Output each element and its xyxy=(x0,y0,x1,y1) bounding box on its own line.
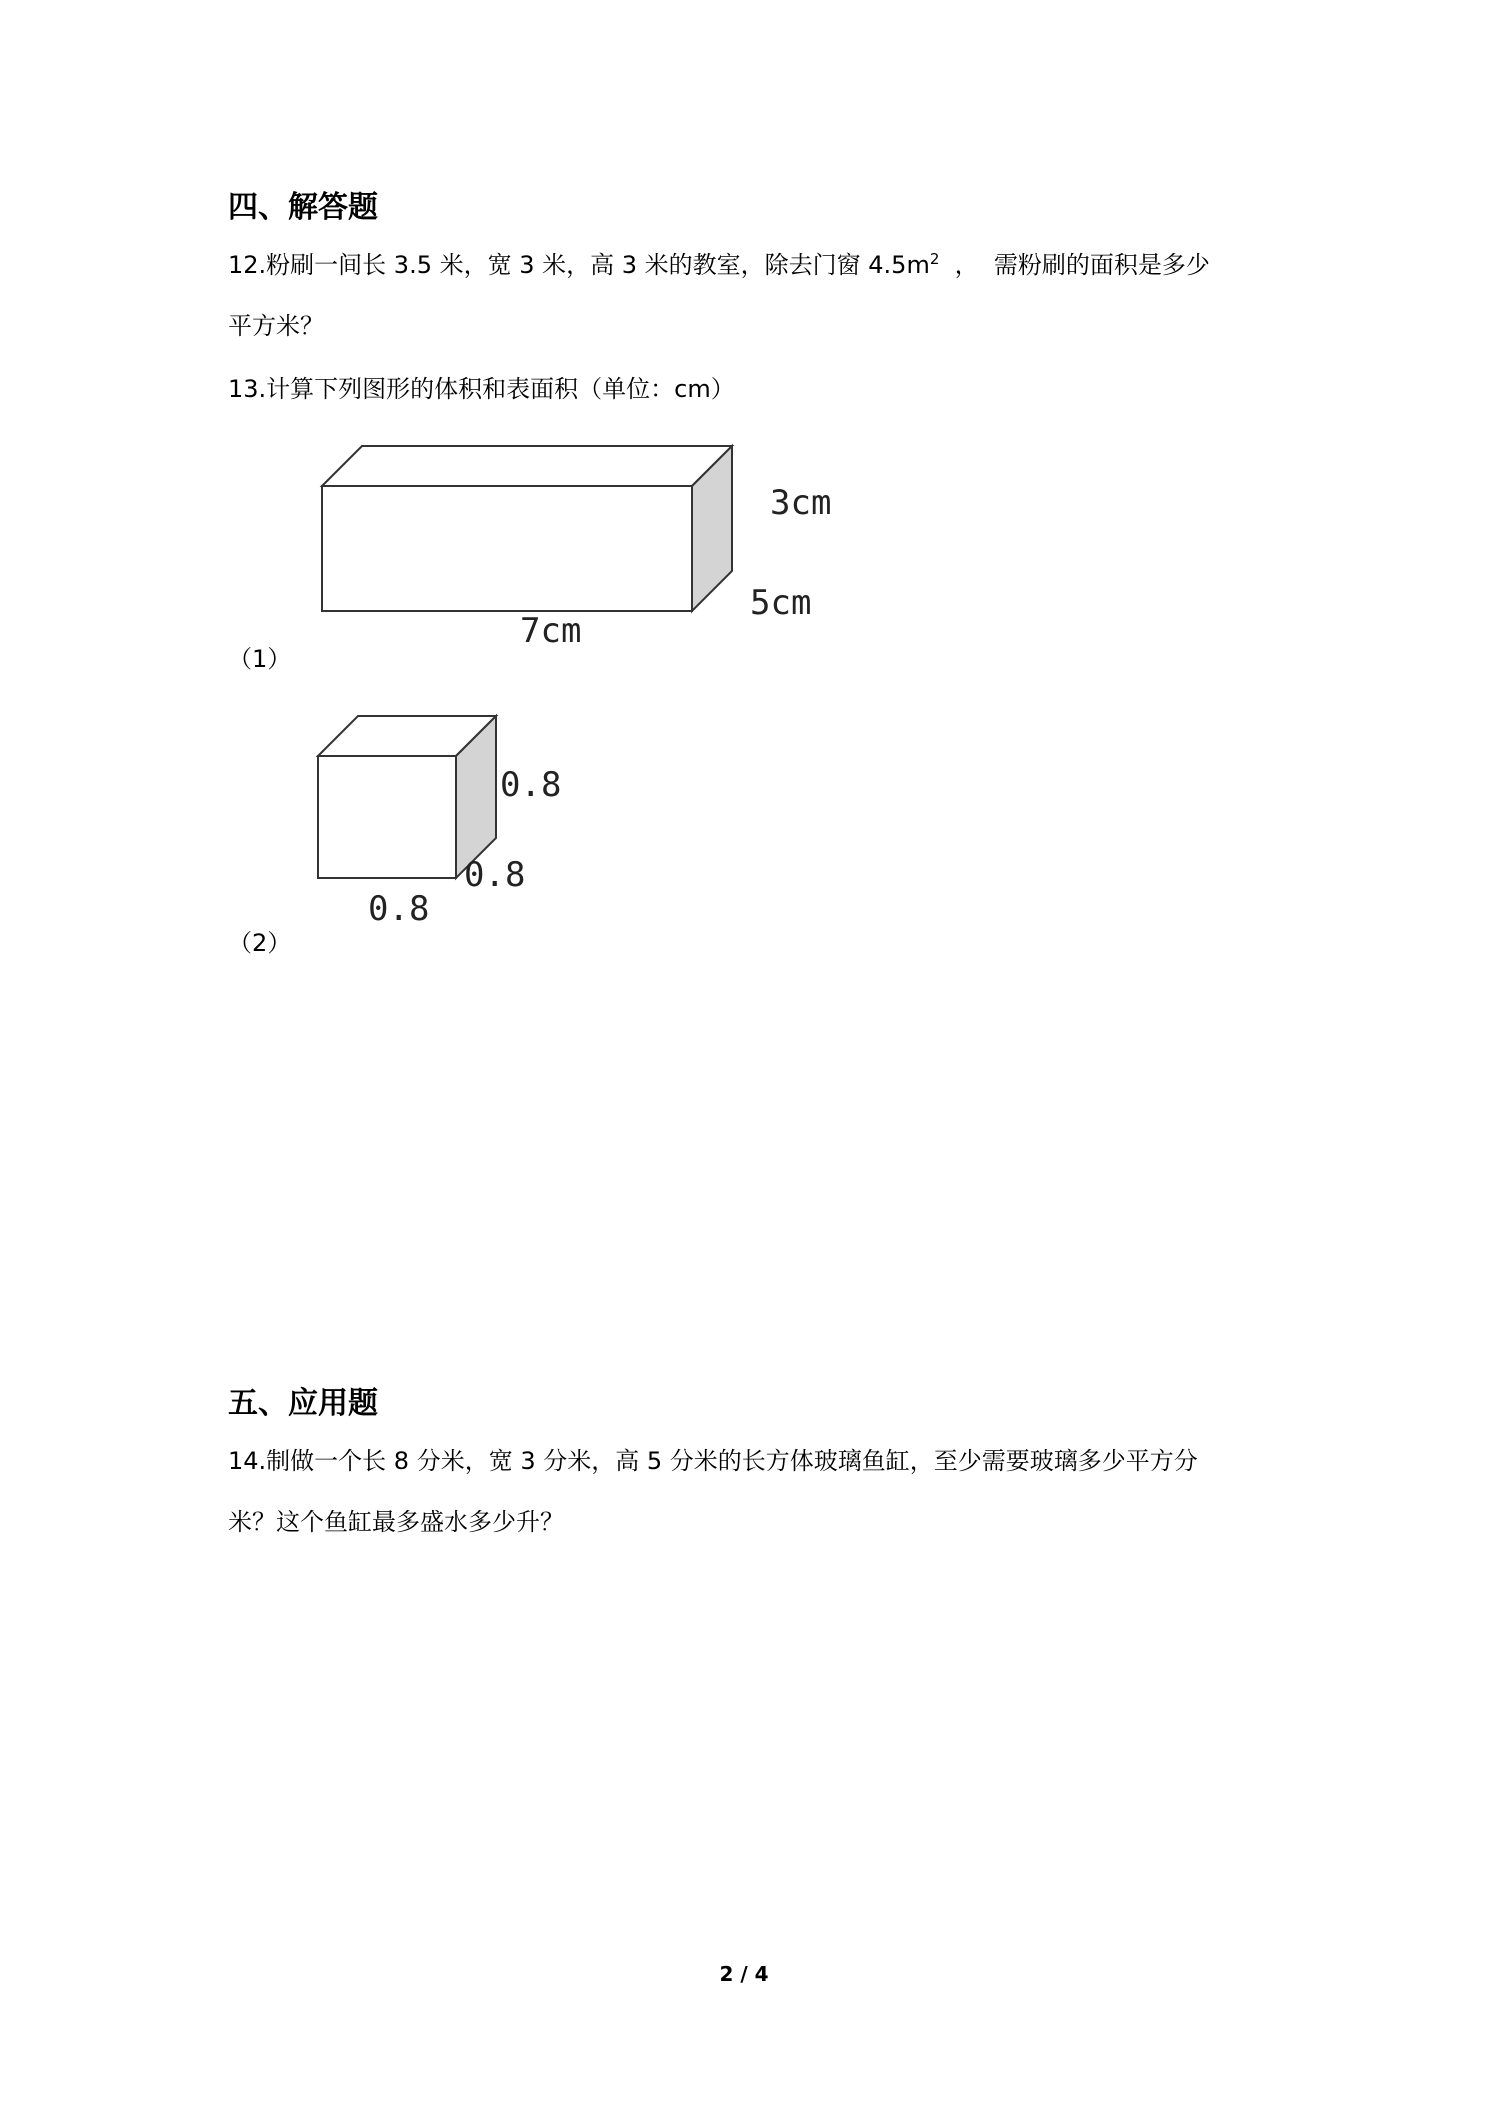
cuboid-1-length-label: 7cm xyxy=(520,611,582,651)
cuboid-1-width-label: 5cm xyxy=(750,583,812,623)
section-title-answer: 四、解答题 xyxy=(228,190,378,225)
cube-2-front-face xyxy=(318,756,456,878)
figure-1-label: （1） xyxy=(228,645,292,673)
cube-2-length-label: 0.8 xyxy=(368,889,430,929)
figure-2-label: （2） xyxy=(228,929,292,957)
question-14-line-2: 米？这个鱼缸最多盛水多少升？ xyxy=(228,1508,564,1536)
page-number: 2 / 4 xyxy=(719,1962,769,1986)
section-title-application: 五、应用题 xyxy=(228,1386,378,1421)
question-13-text: 13.计算下列图形的体积和表面积（单位：cm） xyxy=(228,375,735,403)
question-12-text-b: ， 需粉刷的面积是多少 xyxy=(939,251,1210,279)
cube-2-width-label: 0.8 xyxy=(464,855,526,895)
question-14-line-1: 14.制做一个长 8 分米，宽 3 分米，高 5 分米的长方体玻璃鱼缸，至少需要玻璃多少平方分 xyxy=(228,1447,1198,1475)
superscript-2: 2 xyxy=(929,250,940,268)
cuboid-1-height-label: 3cm xyxy=(770,483,832,523)
cube-figure-2 xyxy=(300,700,590,940)
cube-2-height-label: 0.8 xyxy=(500,765,562,805)
cuboid-1-top-face xyxy=(322,446,732,486)
question-12-line-1 xyxy=(228,248,1210,282)
cuboid-1-front-face xyxy=(322,486,692,611)
question-12-line-2: 平方米？ xyxy=(228,312,324,340)
cuboid-figure-1 xyxy=(300,430,860,670)
question-12-text-a: 12.粉刷一间长 3.5 米，宽 3 米，高 3 米的教室，除去门窗 4.5m xyxy=(228,251,930,279)
